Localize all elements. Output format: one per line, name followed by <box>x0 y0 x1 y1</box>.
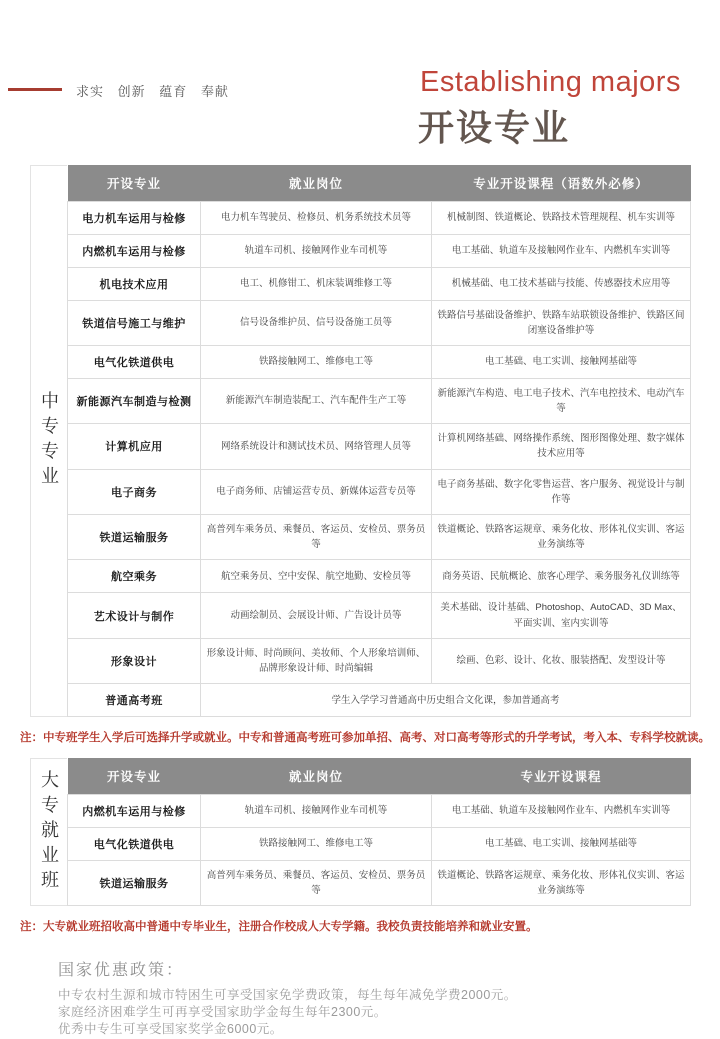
courses-cell: 美术基础、设计基础、Photoshop、AutoCAD、3D Max、平面实训、室内实训等 <box>432 593 691 638</box>
major-cell: 机电技术应用 <box>68 267 201 300</box>
page-subtitle-en: Establishing majors <box>420 66 681 98</box>
courses-cell: 电工基础、电工实训、接触网基础等 <box>432 345 691 378</box>
header-row <box>68 758 691 794</box>
table-row <box>68 234 691 267</box>
jobs-cell: 铁路接触网工、维修电工等 <box>201 345 432 378</box>
jobs-cell: 网络系统设计和测试技术员、网络管理人员等 <box>201 424 432 469</box>
table-row <box>68 345 691 378</box>
table-row <box>68 684 691 717</box>
jobs-cell: 电力机车驾驶员、检修员、机务系统技术员等 <box>201 201 432 234</box>
zhongzhuan-side-cell <box>30 165 67 717</box>
courses-cell: 电工基础、电工实训、接触网基础等 <box>432 827 691 860</box>
table-row <box>68 378 691 423</box>
jobs-cell: 轨道车司机、接触网作业车司机等 <box>201 794 432 827</box>
courses-cell: 绘画、色彩、设计、化妆、服装搭配、发型设计等 <box>432 638 691 683</box>
jobs-cell: 铁路接触网工、维修电工等 <box>201 827 432 860</box>
jobs-cell: 信号设备维护员、信号设备施工员等 <box>201 300 432 345</box>
courses-cell: 电工基础、轨道车及接触网作业车、内燃机车实训等 <box>432 234 691 267</box>
major-cell: 铁道运输服务 <box>68 860 201 905</box>
courses-cell: 新能源汽车构造、电工电子技术、汽车电控技术、电动汽车等 <box>432 378 691 423</box>
zhongzhuan-note: 注：中专班学生入学后可选择升学或就业。中专和普通高考班可参加单招、高考、对口高考等形式的升学考试，考入本、专科学校就读。 <box>20 732 710 745</box>
major-cell: 铁道运输服务 <box>68 515 201 560</box>
major-cell: 电力机车运用与检修 <box>68 201 201 234</box>
major-cell: 电子商务 <box>68 469 201 514</box>
table-row <box>68 267 691 300</box>
col-header-jobs: 就业岗位 <box>201 165 432 201</box>
courses-cell: 铁路信号基础设备维护、铁路车站联锁设备维护、铁路区间闭塞设备维护等 <box>432 300 691 345</box>
merged-note-cell: 学生入学学习普通高中历史组合文化课，参加普通高考 <box>201 684 691 717</box>
policy-heading: 国家优惠政策： <box>58 962 185 980</box>
col-header-courses: 专业开设课程（语数外必修） <box>432 165 691 201</box>
table-row <box>68 827 691 860</box>
zhongzhuan-side-label: 中专专业 <box>39 391 59 492</box>
major-cell: 艺术设计与制作 <box>68 593 201 638</box>
col-header-jobs: 就业岗位 <box>201 758 432 794</box>
jobs-cell: 形象设计师、时尚顾问、美妆师、个人形象培训师、品牌形象设计师、时尚编辑 <box>201 638 432 683</box>
major-cell: 新能源汽车制造与检测 <box>68 378 201 423</box>
zhongzhuan-table-block <box>30 165 690 717</box>
jobs-cell: 电工、机修钳工、机床装调维修工等 <box>201 267 432 300</box>
dazhuan-table <box>67 758 691 906</box>
courses-cell: 机械制图、铁道概论、铁路技术管理规程、机车实训等 <box>432 201 691 234</box>
school-motto: 求实 创新 蕴育 奉献 <box>76 84 229 99</box>
table-row <box>68 424 691 469</box>
table-row <box>68 515 691 560</box>
major-cell: 航空乘务 <box>68 560 201 593</box>
col-header-major: 开设专业 <box>68 165 201 201</box>
jobs-cell: 动画绘制员、会展设计师、广告设计员等 <box>201 593 432 638</box>
jobs-cell: 轨道车司机、接触网作业车司机等 <box>201 234 432 267</box>
courses-cell: 机械基础、电工技术基础与技能、传感器技术应用等 <box>432 267 691 300</box>
header-row <box>68 165 691 201</box>
major-cell: 电气化铁道供电 <box>68 827 201 860</box>
policy-line: 优秀中专生可享受国家奖学金6000元。 <box>58 1022 283 1037</box>
dazhuan-table-block <box>30 758 690 906</box>
policy-line: 中专农村生源和城市特困生可享受国家免学费政策，每生每年减免学费2000元。 <box>58 988 517 1003</box>
policy-line: 家庭经济困难学生可再享受国家助学金每生每年2300元。 <box>58 1005 387 1020</box>
courses-cell: 铁道概论、铁路客运规章、乘务化妆、形体礼仪实训、客运业务演练等 <box>432 515 691 560</box>
dazhuan-note: 注：大专就业班招收高中普通中专毕业生，注册合作校成人大专学籍。我校负责技能培养和就业安置。 <box>20 921 538 934</box>
courses-cell: 商务英语、民航概论、旅客心理学、乘务服务礼仪训练等 <box>432 560 691 593</box>
major-cell: 内燃机车运用与检修 <box>68 234 201 267</box>
table-row <box>68 560 691 593</box>
jobs-cell: 高普列车乘务员、乘餐员、客运员、安检员、票务员等 <box>201 860 432 905</box>
jobs-cell: 航空乘务员、空中安保、航空地勤、安检员等 <box>201 560 432 593</box>
major-cell: 计算机应用 <box>68 424 201 469</box>
major-cell: 铁道信号施工与维护 <box>68 300 201 345</box>
col-header-major: 开设专业 <box>68 758 201 794</box>
major-cell: 普通高考班 <box>68 684 201 717</box>
dazhuan-side-label: 大专就业班 <box>39 769 59 895</box>
major-cell: 内燃机车运用与检修 <box>68 794 201 827</box>
major-cell: 形象设计 <box>68 638 201 683</box>
table-row <box>68 201 691 234</box>
content-area <box>20 165 710 1039</box>
courses-cell: 电工基础、轨道车及接触网作业车、内燃机车实训等 <box>432 794 691 827</box>
table-row <box>68 794 691 827</box>
policy-section <box>58 957 690 1038</box>
accent-rule <box>8 88 62 91</box>
dazhuan-side-cell <box>30 758 67 906</box>
major-cell: 电气化铁道供电 <box>68 345 201 378</box>
jobs-cell: 电子商务师、店铺运营专员、新媒体运营专员等 <box>201 469 432 514</box>
courses-cell: 铁道概论、铁路客运规章、乘务化妆、形体礼仪实训、客运业务演练等 <box>432 860 691 905</box>
table-row <box>68 638 691 683</box>
courses-cell: 电子商务基础、数字化零售运营、客户服务、视觉设计与制作等 <box>432 469 691 514</box>
table-row <box>68 300 691 345</box>
jobs-cell: 新能源汽车制造装配工、汽车配件生产工等 <box>201 378 432 423</box>
jobs-cell: 高普列车乘务员、乘餐员、客运员、安检员、票务员等 <box>201 515 432 560</box>
col-header-courses: 专业开设课程 <box>432 758 691 794</box>
courses-cell: 计算机网络基础、网络操作系统、图形图像处理、数字媒体技术应用等 <box>432 424 691 469</box>
zhongzhuan-table <box>67 165 691 717</box>
page-title: 开设专业 <box>418 107 571 148</box>
table-row <box>68 593 691 638</box>
table-row <box>68 469 691 514</box>
table-row <box>68 860 691 905</box>
